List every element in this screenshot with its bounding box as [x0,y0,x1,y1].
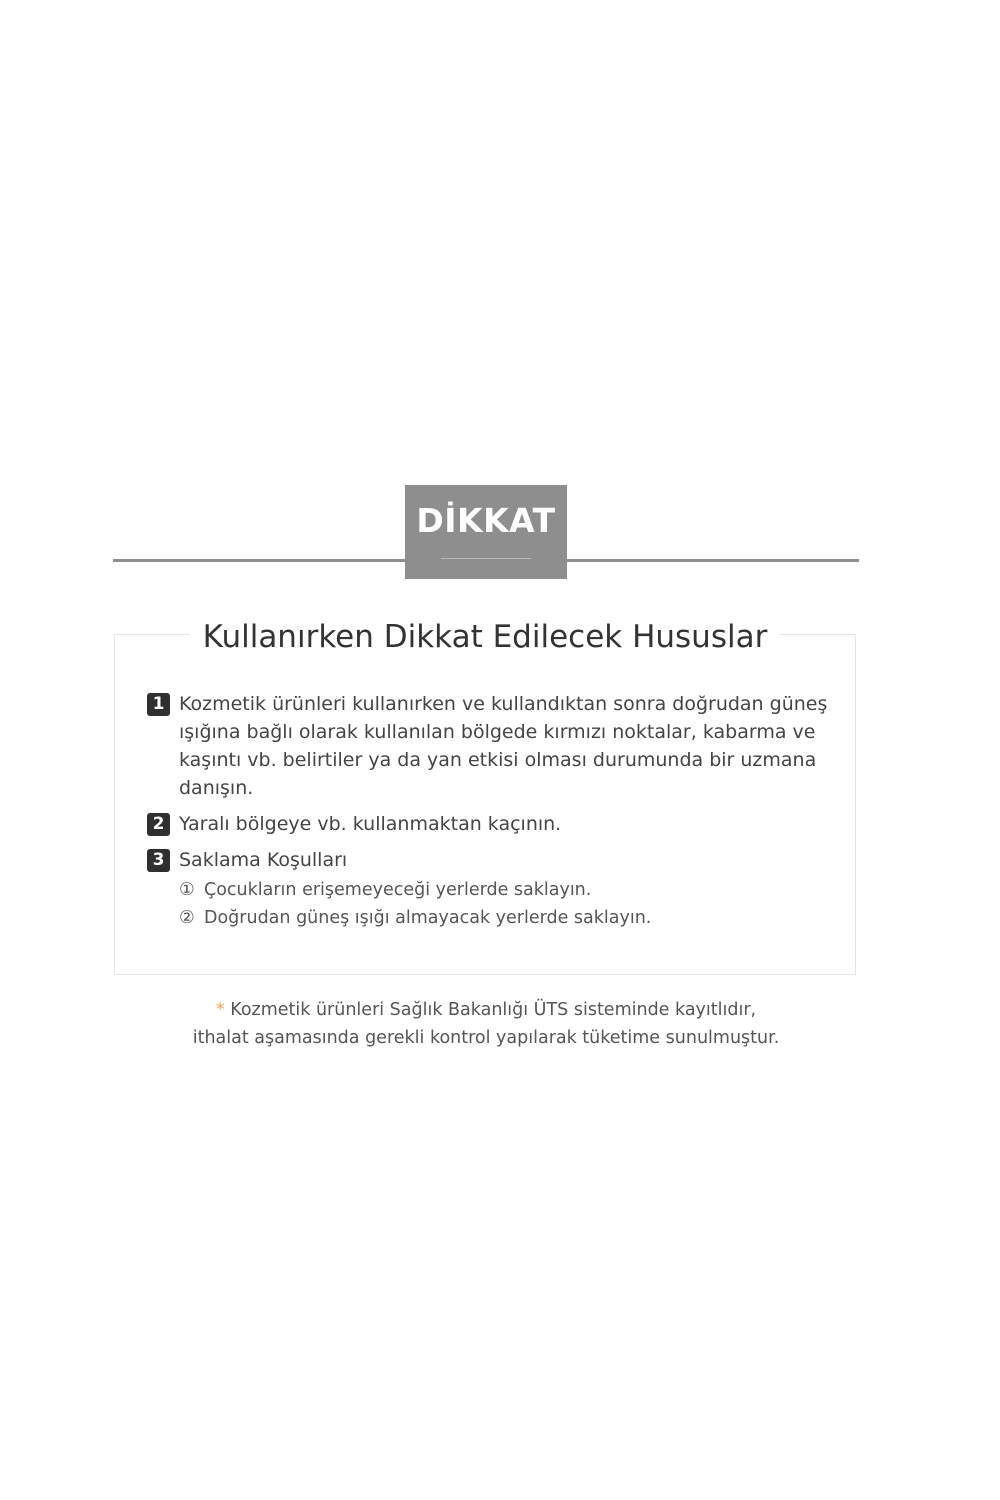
footnote [100,996,872,1052]
list-item-text: Saklama Koşulları [179,849,348,871]
footnote-line-1-text: Kozmetik ürünleri Sağlık Bakanlığı ÜTS sisteminde kayıtlıdır, [230,1000,757,1020]
precautions-list [147,690,847,932]
number-badge-1: 1 [147,693,170,716]
list-item-text: Yaralı bölgeye vb. kullanmaktan kaçının. [179,813,562,835]
number-badge-3: 3 [147,849,170,872]
sub-list-item [179,876,847,904]
circled-number-marker: ② [179,908,195,928]
warning-badge [405,485,567,579]
circled-number-marker: ① [179,880,195,900]
storage-conditions-list [179,876,847,932]
list-item-text: Kozmetik ürünleri kullanırken ve kullandıktan sonra doğrudan güneş ışığına bağlı olarak kullanılan bölgede kırmızı noktalar, kabarma ve kaşıntı vb. belirtiler ya da yan etkisi olması durumunda bir uzmana danışın. [179,693,828,799]
warning-badge-label: DİKKAT [416,501,556,540]
panel-title: Kullanırken Dikkat Edilecek Hususlar [190,615,780,659]
badge-underline [441,558,531,559]
footnote-line-2: ithalat aşamasında gerekli kontrol yapılarak tüketime sunulmuştur. [192,1028,780,1048]
number-badge-2: 2 [147,813,170,836]
sub-list-item-text: Çocukların erişemeyeceği yerlerde saklayın. [204,880,592,900]
list-item [147,846,847,932]
footnote-line-1 [100,996,872,1024]
sub-list-item-text: Doğrudan güneş ışığı almayacak yerlerde saklayın. [204,908,652,928]
asterisk-icon: * [215,1000,225,1020]
list-item [147,690,847,802]
list-item [147,810,847,838]
sub-list-item [179,904,847,932]
